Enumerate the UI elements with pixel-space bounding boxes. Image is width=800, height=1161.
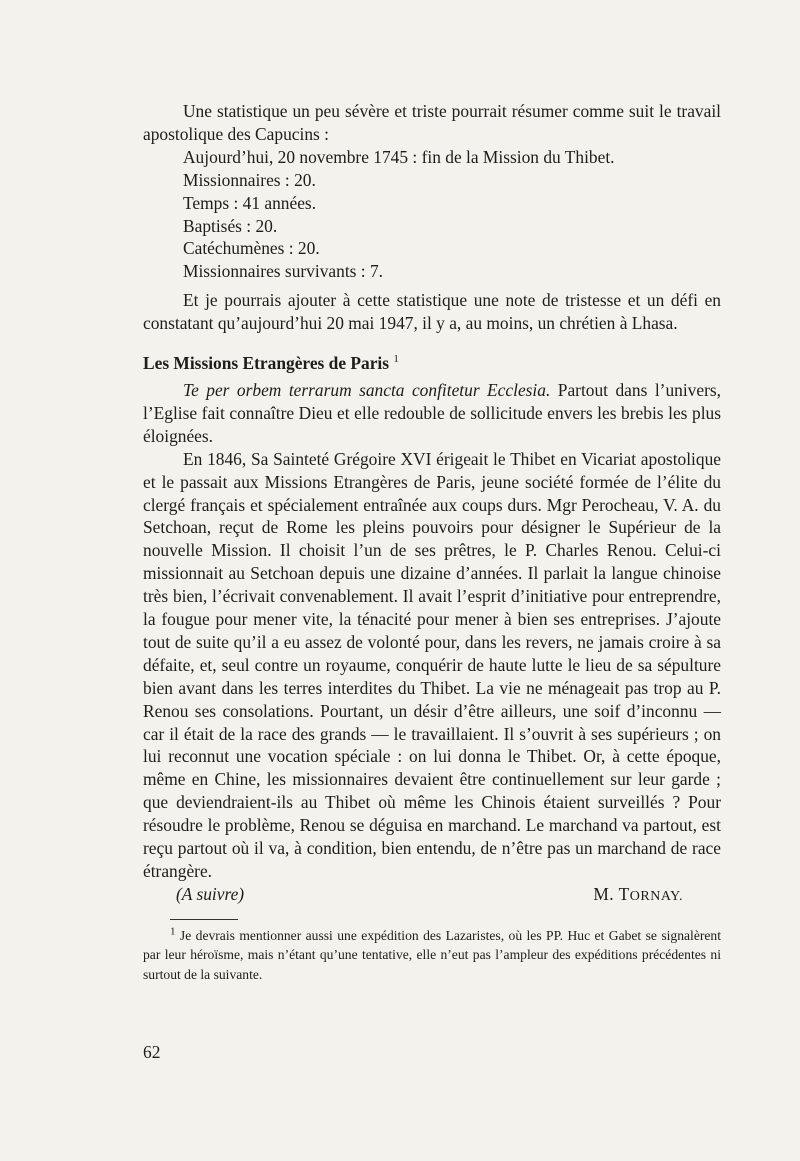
stat-line: Baptisés : 20. xyxy=(183,215,278,236)
section-heading-text: Les Missions Etrangères de Paris xyxy=(143,353,390,374)
closing-row xyxy=(143,883,721,909)
to-follow-note: (A suivre) xyxy=(176,883,245,904)
author-signature xyxy=(593,883,683,909)
footnote-text: Je devrais mentionner aussi une expédition des Lazaristes, où les PP. Huc et Gabet se signalèrent par leur héroïsme, mais n’étant qu’une tentative, elle n’eut pas l’ampleur des expéditions précédentes ni surtout de la suivante. xyxy=(143,927,721,982)
footnote-divider xyxy=(170,919,238,920)
intro-paragraph: Une statistique un peu sévère et triste pourrait résumer comme suit le travail apostolique des Capucins : xyxy=(143,101,721,144)
author-initial: M. T xyxy=(593,883,630,904)
stat-line: Aujourd’hui, 20 novembre 1745 : fin de la Mission du Thibet. xyxy=(183,146,615,167)
footnote xyxy=(143,926,721,985)
stat-line: Catéchumènes : 20. xyxy=(183,238,320,259)
stat-line: Missionnaires : 20. xyxy=(183,169,316,190)
page-number: 62 xyxy=(143,1042,161,1062)
stat-line: Temps : 41 années. xyxy=(183,192,317,213)
section-paragraph-2: En 1846, Sa Sainteté Grégoire XVI érigeait le Thibet en Vicariat apostolique et le passait aux Missions Etrangères de Paris, jeune société formée de l’élite du clergé français et spécialement entraînée aux coups durs. Mgr Perocheau, V. A. du Setchoan, reçut de Rome les pleins pouvoirs pour désigner le Supérieur de la nouvelle Mission. Il choisit l’un de ses prêtres, le P. Charles Renou. Celui-ci missionnait au Setchoan depuis une dizaine d’années. Il parlait la langue chinoise très bien, l’écrivait convenablement. Il avait l’esprit d’initiative pour entreprendre, la fougue pour mener vite, la ténacité pour mener à bien ses entreprises. J’ajoute tout de suite qu’il a eu assez de volonté pour, dans les revers, ne jamais croire à sa défaite, et, seul contre un royaume, conquérir de haute lutte le lieu de sa sépulture bien avant dans les terres interdites du Thibet. La vie ne ménageait pas trop au P. Renou ses consolations. Pourtant, un désir d’être ailleurs, une soif d’inconnu — car il était de la race des grands — le travaillaient. Il s’ouvrit à ses supérieurs ; on lui reconnut une vocation spéciale : on lui donna le Thibet. Or, à cette époque, même en Chine, les missionnaires devaient être continuellement sur leur garde ; que deviendraient-ils au Thibet où même les Chinois étaient surveillés ? Pour résoudre le problème, Renou se déguisa en marchand. Le marchand va partout, est reçu partout où il va, à condition, bien entendu, de n’être pas un marchand de race étrangère. xyxy=(143,448,721,881)
statistics-list xyxy=(143,146,721,283)
section-heading xyxy=(143,352,721,375)
latin-quote: Te per orbem terrarum sancta confitetur Ecclesia. xyxy=(183,379,551,400)
page-body xyxy=(143,100,721,985)
section-paragraph-1 xyxy=(143,379,721,448)
footnote-marker: 1 xyxy=(170,925,176,938)
footnote-reference: 1 xyxy=(393,353,399,366)
stat-line: Missionnaires survivants : 7. xyxy=(183,261,383,282)
paragraph-continuation: Partout dans l’univers, l’Eglise fait connaître Dieu et elle redouble de sollicitude envers les brebis les plus éloignées. xyxy=(143,379,721,446)
closing-remark-paragraph: Et je pourrais ajouter à cette statistique une note de tristesse et un défi en constatant qu’aujourd’hui 20 mai 1947, il y a, au moins, un chrétien à Lhasa. xyxy=(143,290,721,334)
author-surname: ORNAY. xyxy=(629,888,683,904)
